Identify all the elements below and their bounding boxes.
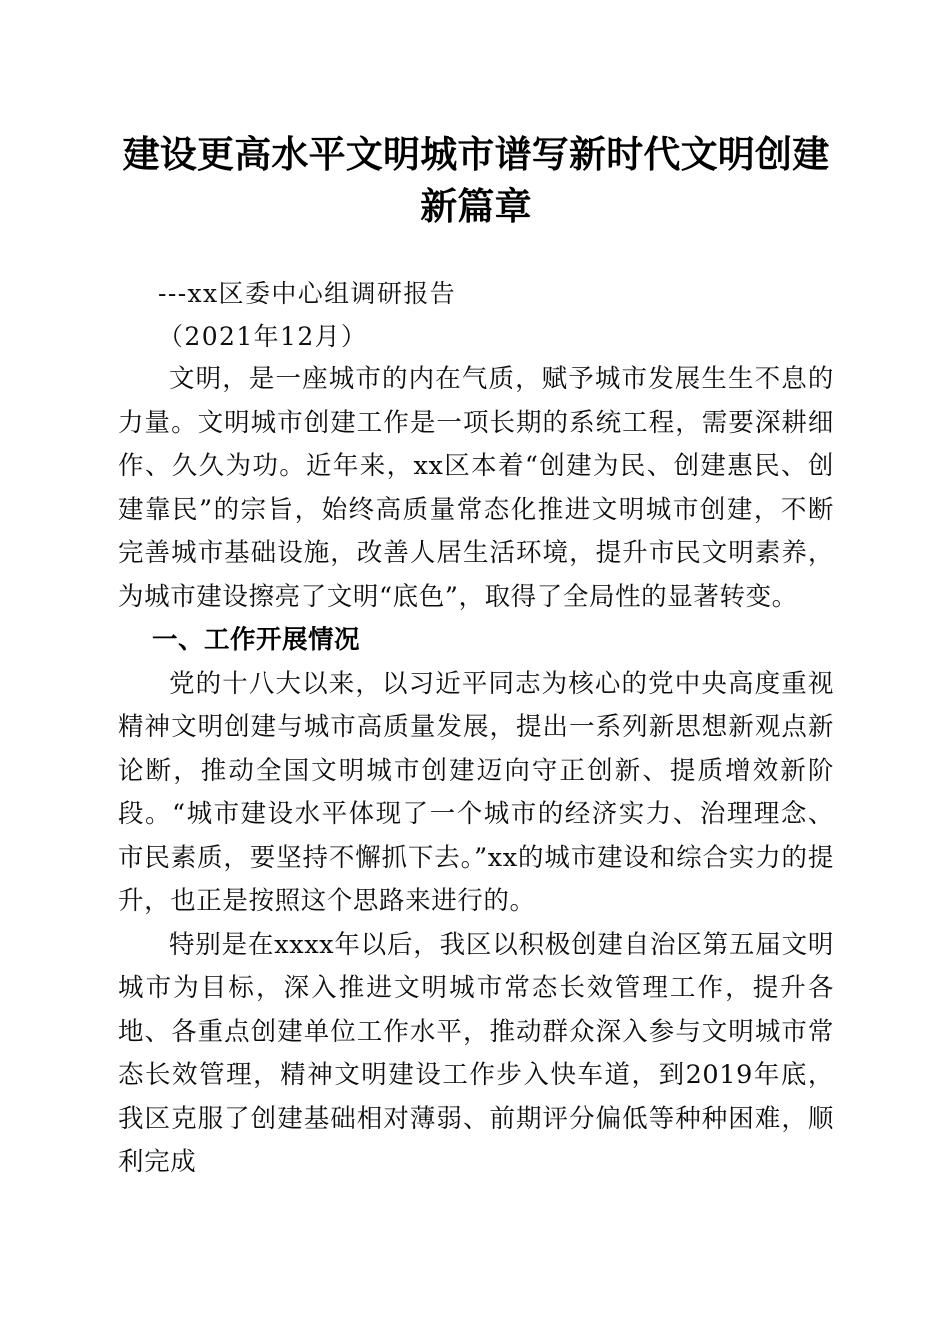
page-title: 建设更高水平文明城市谱写新时代文明创建新篇章: [122, 132, 830, 228]
document-dateline: （2021年12月）: [158, 322, 368, 351]
intro-paragraph: 文明，是一座城市的内在气质，赋予城市发展生生不息的力量。文明城市创建工作是一项长期的系统工程，需要深耕细作、久久为功。近年来，xx区本着“创建为民、创建惠民、创建靠民”的宗旨，始终高质量常态化推进文明城市创建，不断完善城市基础设施，改善人居生活环境，提升市民文明素养，为城市建设擦亮了文明“底色”，取得了全局性的显著转变。: [118, 364, 834, 612]
section-heading-1: 一、工作开展情况: [152, 626, 361, 654]
document-body: [118, 358, 834, 1185]
byline-block: [118, 272, 834, 358]
document-byline: ---xx区委中心组调研报告: [158, 279, 457, 308]
section-1-paragraph-1: 党的十八大以来，以习近平同志为核心的党中央高度重视精神文明创建与城市高质量发展，提出一系列新思想新观点新论断，推动全国文明城市创建迈向守正创新、提质增效新阶段。“城市建设水平体现了一个城市的经济实力、治理理念、市民素质，要坚持不懈抓下去。”xx的城市建设和综合实力的提升，也正是按照这个思路来进行的。: [118, 668, 834, 916]
document-content: [118, 128, 834, 1185]
section-1-paragraph-2: 特别是在xxxx年以后，我区以积极创建自治区第五届文明城市为目标，深入推进文明城市常态长效管理工作，提升各地、各重点创建单位工作水平，推动群众深入参与文明城市常态长效管理，精神文明建设工作步入快车道，到2019年底，我区克服了创建基础相对薄弱、前期评分偏低等种种困难，顺利完成: [118, 929, 834, 1177]
